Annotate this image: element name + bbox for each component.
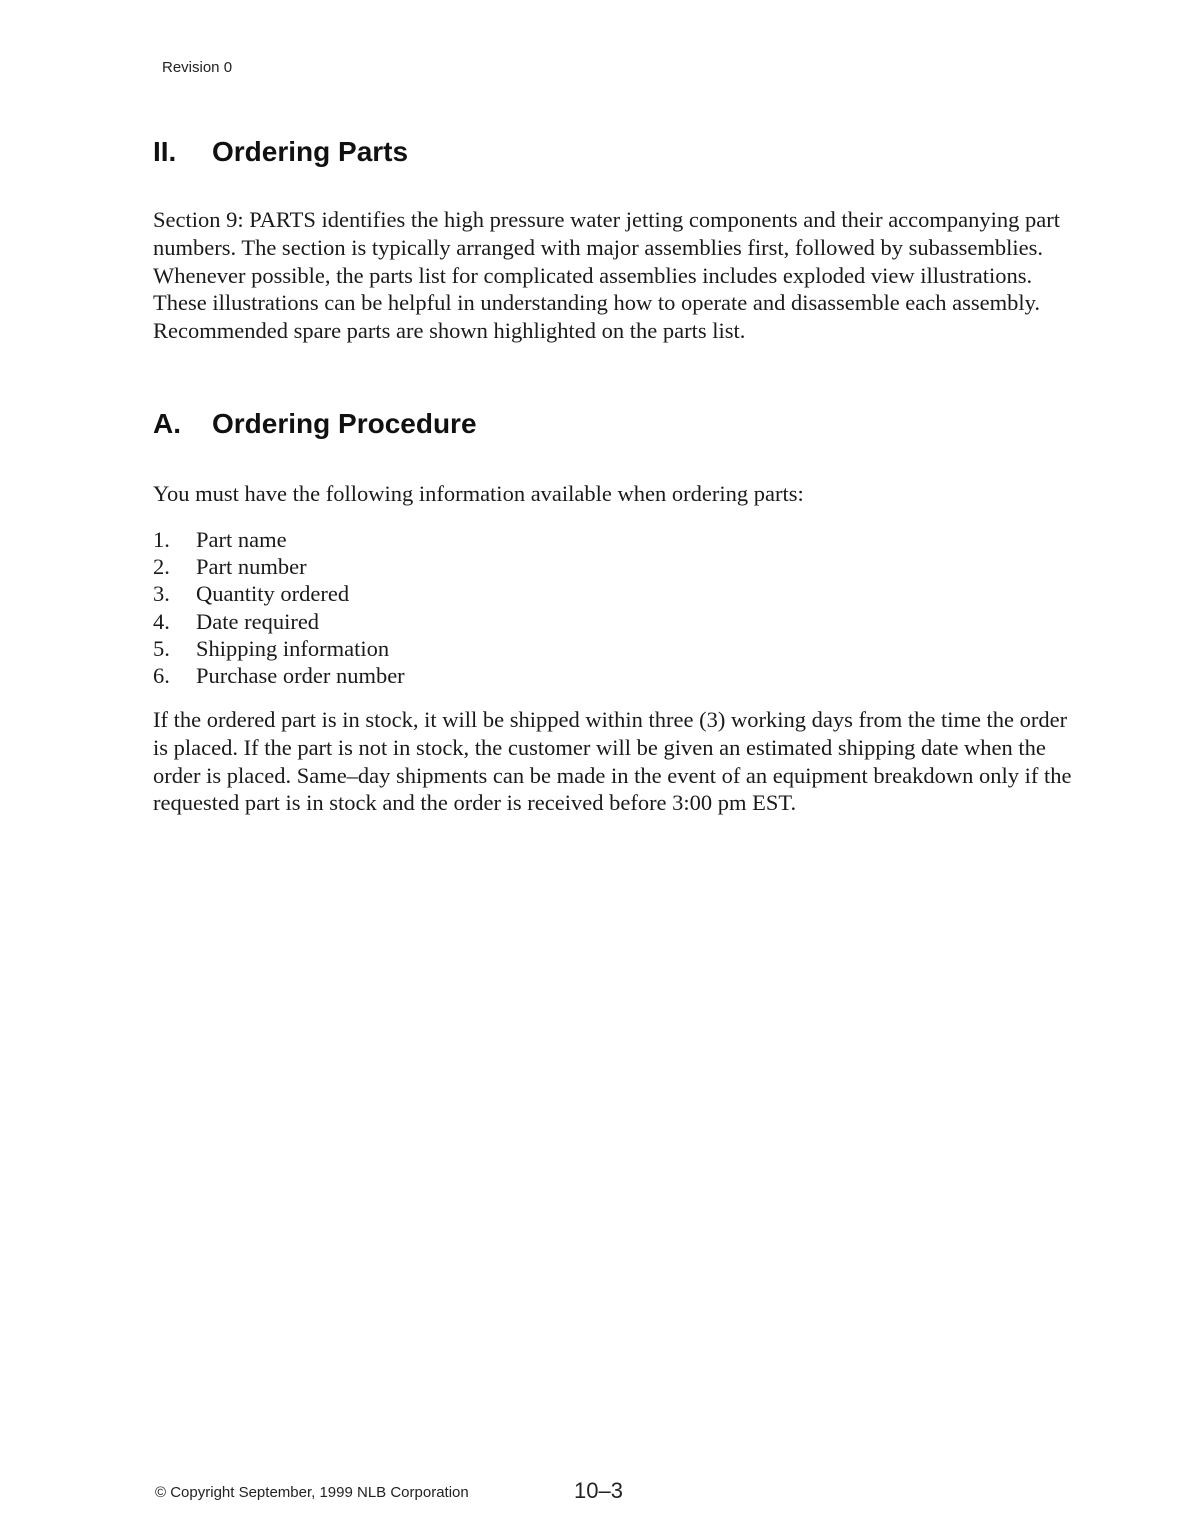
section-title: Ordering Parts bbox=[212, 136, 409, 167]
list-item-text: Shipping information bbox=[196, 635, 390, 661]
subsection-lead-paragraph: You must have the following information available when ordering parts: bbox=[153, 481, 804, 506]
list-item-number: 1. bbox=[153, 527, 170, 552]
list-item-text: Purchase order number bbox=[196, 663, 405, 689]
subsection-heading bbox=[153, 408, 477, 440]
list-item bbox=[153, 553, 405, 580]
section-heading bbox=[153, 136, 408, 168]
list-item-text: Quantity ordered bbox=[196, 581, 350, 607]
revision-label: Revision 0 bbox=[162, 59, 233, 76]
list-item-number: 2. bbox=[153, 554, 170, 580]
list-item-text: Part name bbox=[196, 527, 287, 552]
list-item bbox=[153, 608, 405, 635]
list-item-text: Part number bbox=[196, 554, 307, 580]
list-item bbox=[153, 635, 405, 662]
copyright-footer: © Copyright September, 1999 NLB Corporation bbox=[155, 1484, 469, 1501]
subsection-title: Ordering Procedure bbox=[212, 408, 477, 439]
list-item bbox=[153, 580, 405, 607]
page-number: 10–3 bbox=[574, 1478, 623, 1503]
list-item-number: 6. bbox=[153, 663, 170, 689]
list-item-number: 4. bbox=[153, 608, 170, 634]
shipping-policy-paragraph: If the ordered part is in stock, it will be shipped within three (3) working days from the time the order is placed. If the part is not in stock, the customer will be given an estimated shipping date when the order is placed. Same–day shipments can be made in the event of an equipment breakdown only if the requested part is in stock and the order is received before 3:00 pm EST. bbox=[153, 707, 1072, 816]
required-info-list bbox=[153, 526, 405, 689]
list-item-number: 3. bbox=[153, 581, 170, 607]
list-item-text: Date required bbox=[196, 608, 320, 634]
section-number: II. bbox=[153, 136, 177, 167]
subsection-letter: A. bbox=[153, 408, 181, 439]
section-intro-paragraph: Section 9: PARTS identifies the high pressure water jetting components and their accompanying part numbers. The section is typically arranged with major assemblies first, followed by subassemblies. Whenever possible, the parts list for complicated assemblies includes exploded view illustrations. These illustrations can be helpful in understanding how to operate and disassemble each assembly. Recommended spare parts are shown highlighted on the parts list. bbox=[153, 207, 1060, 344]
list-item-number: 5. bbox=[153, 635, 170, 661]
list-item bbox=[153, 662, 405, 689]
list-item bbox=[153, 526, 405, 553]
